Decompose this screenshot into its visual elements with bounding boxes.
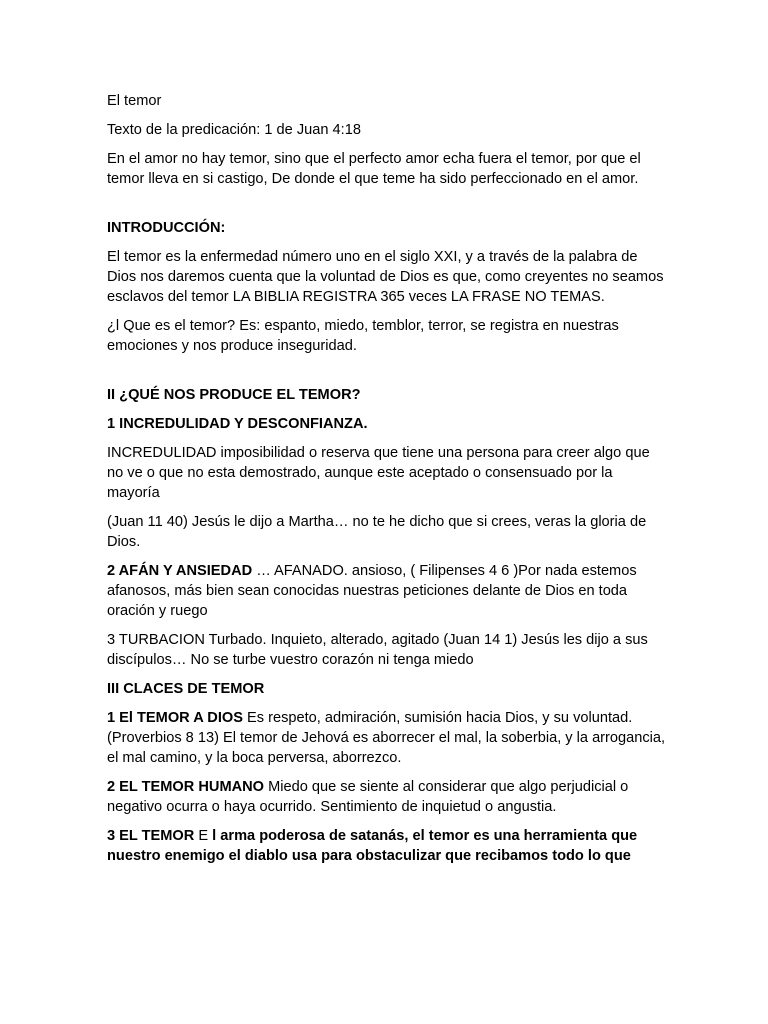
intro-paragraph-2: ¿l Que es el temor? Es: espanto, miedo, temblor, terror, se registra en nuestras emociones y nos produce inseguridad. (107, 318, 619, 354)
document-body (107, 91, 667, 875)
spacer (107, 198, 667, 218)
item-1-paragraph-2: (Juan 11 40) Jesús le dijo a Martha… no te he dicho que si crees, veras la gloria de Dios. (107, 514, 647, 550)
class-1-label: 1 El TEMOR A DIOS (107, 710, 243, 726)
class-2-text: Miedo que se siente al considerar que algo perjudicial o negativo ocurra o haya ocurrido. Sentimiento de inquietud o angustia. (107, 779, 629, 815)
scripture-reference: Texto de la predicación: 1 de Juan 4:18 (107, 122, 361, 138)
item-2-text: … AFANADO. ansioso, ( Filipenses 4 6 )Por nada estemos afanosos, más bien sean conocidas nuestras peticiones delante de Dios en toda oración y ruego (107, 563, 637, 619)
class-3-paragraph (107, 826, 667, 866)
class-3-mid: E (194, 828, 209, 844)
spacer (107, 365, 667, 385)
class-3-label: 3 EL TEMOR (107, 828, 195, 844)
class-1-paragraph (107, 708, 667, 768)
intro-paragraph-1: El temor es la enfermedad número uno en el siglo XXI, y a través de la palabra de Dios nos daremos cuenta que la voluntad de Dios es que, como creyentes no seamos esclavos del temor LA BIBLIA REGISTRA 365 veces LA FRASE NO TEMAS. (107, 249, 664, 305)
item-2-label: 2 AFÁN Y ANSIEDAD (107, 563, 253, 579)
item-1-paragraph-1: INCREDULIDAD imposibilidad o reserva que tiene una persona para creer algo que no ve o que no esta demostrado, aunque este aceptado o consensuado por la mayoría (107, 445, 650, 501)
item-1-heading: 1 INCREDULIDAD Y DESCONFIANZA. (107, 416, 368, 432)
scripture-verse: En el amor no hay temor, sino que el perfecto amor echa fuera el temor, por que el temor lleva en si castigo, De donde el que teme ha sido perfeccionado en el amor. (107, 151, 641, 187)
section-2-heading: II ¿QUÉ NOS PRODUCE EL TEMOR? (107, 387, 361, 403)
class-2-paragraph (107, 777, 667, 817)
class-1-text: Es respeto, admiración, sumisión hacia Dios, y su voluntad. (Proverbios 8 13) El temor de Jehová es aborrecer el mal, la soberbia, y la arrogancia, el mal camino, y la boca perversa, aborrezco. (107, 710, 666, 766)
class-3-text: l arma poderosa de satanás, el temor es una herramienta que nuestro enemigo el diablo usa para obstaculizar que recibamos todo lo que (107, 828, 638, 864)
item-2-paragraph (107, 561, 667, 621)
intro-heading: INTRODUCCIÓN: (107, 220, 226, 236)
item-3-paragraph: 3 TURBACION Turbado. Inquieto, alterado, agitado (Juan 14 1) Jesús les dijo a sus discípulos… No se turbe vuestro corazón ni tenga miedo (107, 632, 648, 668)
document-title: El temor (107, 93, 162, 109)
section-3-heading: III CLACES DE TEMOR (107, 681, 265, 697)
class-2-label: 2 EL TEMOR HUMANO (107, 779, 265, 795)
